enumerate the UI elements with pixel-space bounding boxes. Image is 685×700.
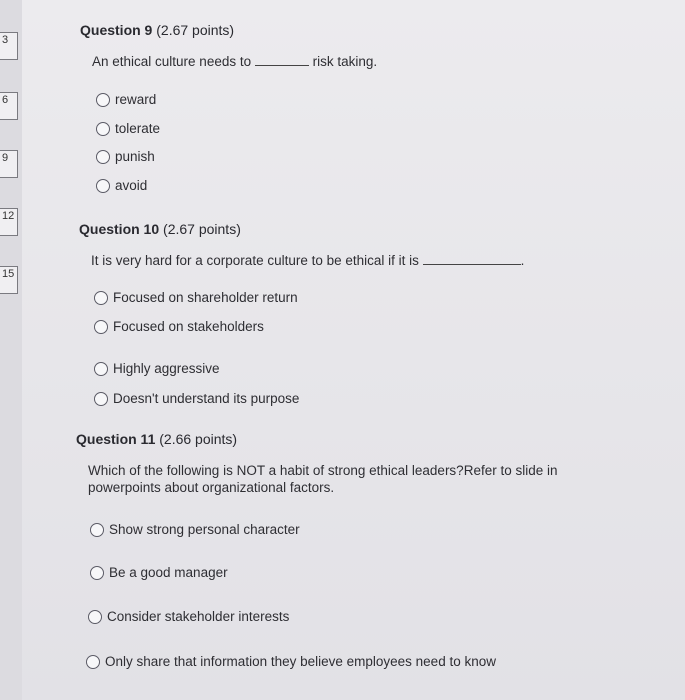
option-label: punish xyxy=(115,149,155,164)
question-title-label: Question 9 xyxy=(80,22,153,38)
q9-option-tolerate[interactable] xyxy=(96,121,160,136)
option-label: reward xyxy=(115,92,157,107)
q11-option-personal-character[interactable] xyxy=(90,522,300,537)
question-nav-number: 9 xyxy=(2,152,9,164)
option-label: avoid xyxy=(115,178,148,193)
radio-button[interactable] xyxy=(96,150,110,164)
option-label: Be a good manager xyxy=(109,565,228,580)
q10-option-shareholder-return[interactable] xyxy=(94,290,298,305)
radio-button[interactable] xyxy=(90,566,104,580)
question-nav-item[interactable] xyxy=(0,32,18,60)
q10-option-stakeholders[interactable] xyxy=(94,319,264,334)
question-9-text xyxy=(92,53,377,70)
q9-option-reward[interactable] xyxy=(96,92,156,107)
option-label: tolerate xyxy=(115,121,161,136)
option-label: Focused on stakeholders xyxy=(113,319,264,334)
question-nav-number: 15 xyxy=(2,268,15,280)
question-nav-item[interactable] xyxy=(0,150,18,178)
option-label: Only share that information they believe employees need to know xyxy=(105,654,496,669)
question-nav-item[interactable] xyxy=(0,92,18,120)
question-11-title xyxy=(76,431,237,447)
question-nav-number: 12 xyxy=(2,210,15,222)
q11-option-share-information[interactable] xyxy=(86,654,496,669)
option-label: Show strong personal character xyxy=(109,522,300,537)
question-text-after: risk taking. xyxy=(312,54,378,69)
radio-button[interactable] xyxy=(94,392,108,406)
question-nav-sidebar xyxy=(0,0,22,700)
question-points: (2.66 points) xyxy=(159,431,238,447)
radio-button[interactable] xyxy=(96,122,110,136)
question-points: (2.67 points) xyxy=(156,22,235,38)
q10-option-highly-aggressive[interactable] xyxy=(94,361,220,376)
option-label: Highly aggressive xyxy=(113,361,220,376)
option-label: Focused on shareholder return xyxy=(113,290,298,305)
question-10-title xyxy=(79,221,241,237)
q11-option-good-manager[interactable] xyxy=(90,565,228,580)
q11-option-stakeholder-interests[interactable] xyxy=(88,609,289,624)
answer-blank xyxy=(423,263,521,265)
q9-option-punish[interactable] xyxy=(96,149,155,164)
question-nav-number: 3 xyxy=(2,34,9,46)
question-nav-item[interactable] xyxy=(0,266,18,294)
q10-option-doesnt-understand[interactable] xyxy=(94,391,299,406)
radio-button[interactable] xyxy=(86,655,100,669)
answer-blank xyxy=(255,64,309,66)
question-points: (2.67 points) xyxy=(163,221,241,237)
question-nav-number: 6 xyxy=(2,94,9,106)
option-label: Doesn't understand its purpose xyxy=(113,391,300,406)
question-10-text xyxy=(91,252,524,269)
radio-button[interactable] xyxy=(94,362,108,376)
radio-button[interactable] xyxy=(88,610,102,624)
question-9-title xyxy=(80,22,234,38)
q9-option-avoid[interactable] xyxy=(96,178,147,193)
question-11-text xyxy=(88,462,648,496)
radio-button[interactable] xyxy=(96,179,110,193)
question-title-label: Question 11 xyxy=(76,431,156,447)
radio-button[interactable] xyxy=(96,93,110,107)
question-text-line: Which of the following is NOT a habit of strong ethical leaders?Refer to slide in xyxy=(88,463,558,478)
question-text-before: It is very hard for a corporate culture to be ethical if it is xyxy=(91,253,419,268)
radio-button[interactable] xyxy=(90,523,104,537)
question-title-label: Question 10 xyxy=(79,221,160,237)
question-text-before: An ethical culture needs to xyxy=(92,54,252,69)
radio-button[interactable] xyxy=(94,291,108,305)
question-text-line: powerpoints about organizational factors. xyxy=(88,480,335,495)
question-nav-item[interactable] xyxy=(0,208,18,236)
radio-button[interactable] xyxy=(94,320,108,334)
question-text-after: . xyxy=(520,253,525,268)
option-label: Consider stakeholder interests xyxy=(107,609,290,624)
